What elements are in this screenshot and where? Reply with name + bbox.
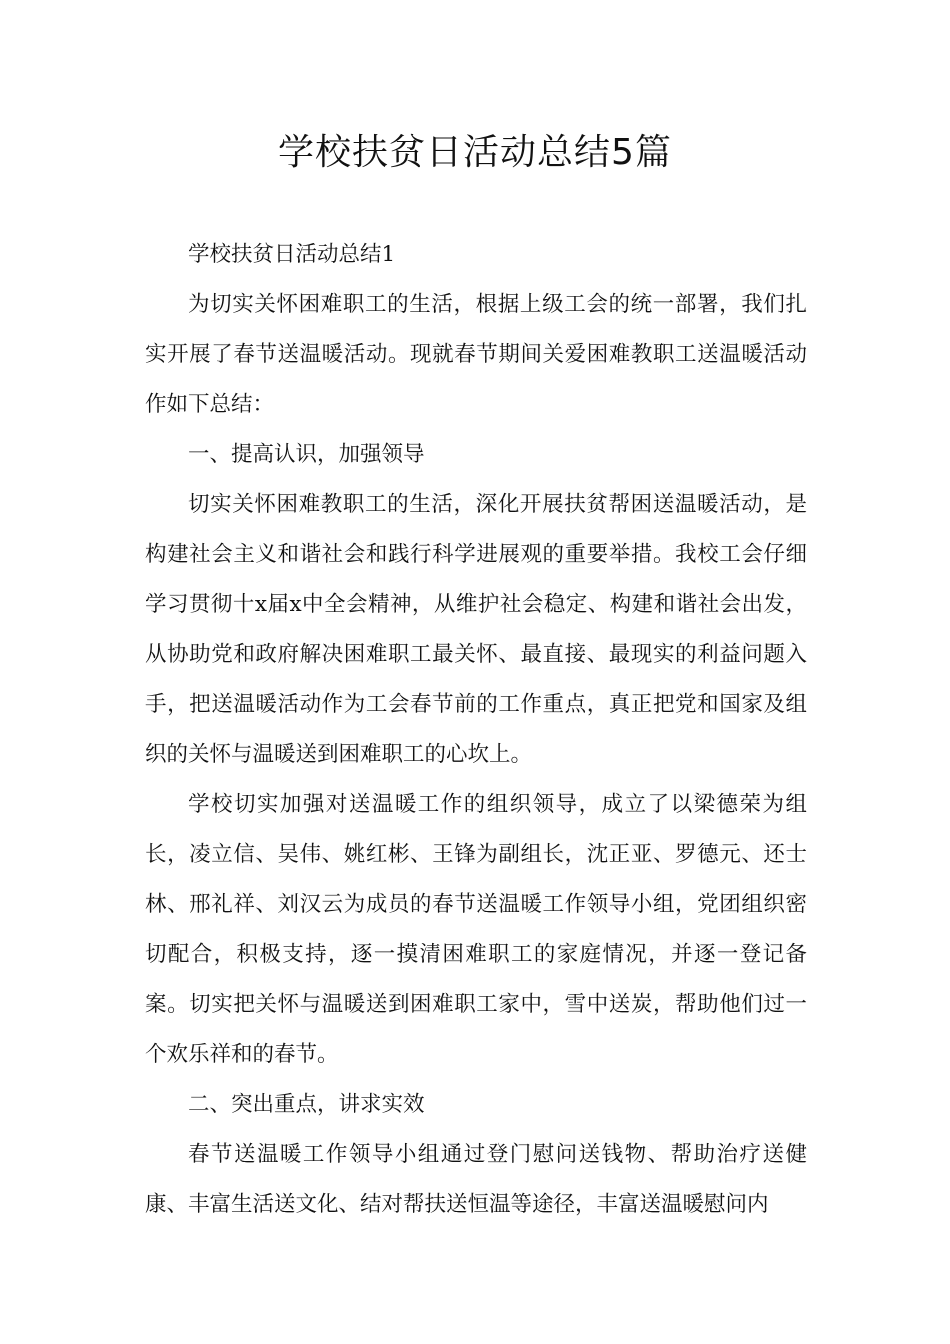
section-heading: 二、突出重点，讲求实效	[188, 1092, 425, 1117]
body-paragraph: 学校切实加强对送温暖工作的组织领导，成立了以梁德荣为组长，凌立信、吴伟、姚红彬、王锋为副组长，沈正亚、罗德元、还士林、邢礼祥、刘汉云为成员的春节送温暖工作领导小组，党团组织密切配合，积极支持，逐一摸清困难职工的家庭情况，并逐一登记备案。切实把关怀与温暖送到困难职工家中，雪中送炭，帮助他们过一个欢乐祥和的春节。	[145, 792, 807, 1067]
body-paragraph: 切实关怀困难教职工的生活，深化开展扶贫帮困送温暖活动，是构建社会主义和谐社会和践行科学进展观的重要举措。我校工会仔细学习贯彻十x届x中全会精神，从维护社会稳定、构建和谐社会出发，从协助党和政府解决困难职工最关怀、最直接、最现实的利益问题入手，把送温暖活动作为工会春节前的工作重点，真正把党和国家及组织的关怀与温暖送到困难职工的心坎上。	[145, 492, 807, 767]
document-body	[145, 230, 807, 1230]
document-title: 学校扶贫日活动总结5篇	[278, 132, 672, 173]
body-paragraph: 春节送温暖工作领导小组通过登门慰问送钱物、帮助治疗送健康、丰富生活送文化、结对帮扶送恒温等途径，丰富送温暖慰问内	[145, 1142, 807, 1217]
section-heading: 一、提高认识，加强领导	[188, 442, 425, 467]
body-paragraph: 为切实关怀困难职工的生活，根据上级工会的统一部署，我们扎实开展了春节送温暖活动。现就春节期间关爱困难教职工送温暖活动作如下总结：	[145, 292, 807, 417]
section-heading: 学校扶贫日活动总结1	[188, 242, 396, 267]
